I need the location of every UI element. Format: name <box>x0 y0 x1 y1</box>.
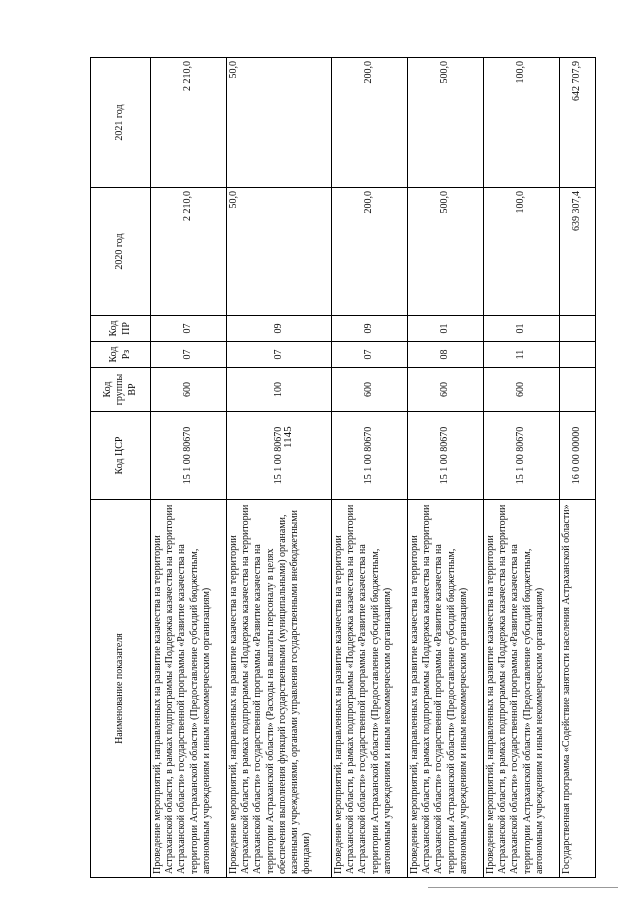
row-2021: 500,0 <box>408 58 484 188</box>
row-vr <box>560 368 596 412</box>
row-pr: 07 <box>151 316 227 342</box>
row-2020: 100,0 <box>484 188 560 316</box>
row-rz: 07 <box>151 342 227 368</box>
row-csr: 15 1 00 80670 <box>151 412 227 500</box>
row-pr <box>560 316 596 342</box>
header-rz: Код Рз <box>91 342 151 368</box>
row-pr: 09 <box>227 316 332 342</box>
header-csr: Код ЦСР <box>91 412 151 500</box>
row-csr: 16 0 00 00000 <box>560 412 596 500</box>
row-csr: 15 1 00 80670 <box>484 412 560 500</box>
table-row <box>484 58 560 878</box>
table-row <box>227 58 332 878</box>
row-2020: 50,0 <box>227 188 332 316</box>
row-name: Проведение мероприятий, направленных на развитие казачества на территории Астраханской области, в рамках подпрограммы «Поддержка казачества на территории Астраханской области» государственной программы «Развитие казачества на территории Астраханской области» (Предоставление субсидий бюджетным, автономным учреждениям и иным некоммерческим организациям) <box>151 500 227 878</box>
row-pr: 01 <box>484 316 560 342</box>
row-2020: 2 210,0 <box>151 188 227 316</box>
row-name: Проведение мероприятий, направленных на развитие казачества на территории Астраханской области, в рамках подпрограммы «Поддержка казачества на территории Астраханской области» государственной программы «Развитие казачества на территории Астраханской области» (Предоставление субсидий бюджетным, автономным учреждениям и иным некоммерческим организациям) <box>332 500 408 878</box>
row-2020: 500,0 <box>408 188 484 316</box>
row-2021: 200,0 <box>332 58 408 188</box>
row-2021: 642 707,9 <box>560 58 596 188</box>
row-csr: 15 1 00 80670 <box>332 412 408 500</box>
row-2020: 639 307,4 <box>560 188 596 316</box>
row-csr: 15 1 00 80670 <box>408 412 484 500</box>
header-pr: Код ПР <box>91 316 151 342</box>
table-header-row <box>91 58 151 878</box>
row-vr: 600 <box>484 368 560 412</box>
row-vr: 100 <box>227 368 332 412</box>
row-name: Проведение мероприятий, направленных на развитие казачества на территории Астраханской области, в рамках подпрограммы «Поддержка казачества на территории Астраханской области» государственной программы «Развитие казачества на территории Астраханской области» (Предоставление субсидий бюджетным, автономным учреждениям и иным некоммерческим организациям) <box>484 500 560 878</box>
row-vr: 600 <box>151 368 227 412</box>
row-rz <box>560 342 596 368</box>
row-name: Государственная программа «Содействие занятости населения Астраханской области» <box>560 500 596 878</box>
header-vr: Код группы ВР <box>91 368 151 412</box>
row-2021: 100,0 <box>484 58 560 188</box>
table-row <box>560 58 596 878</box>
row-name: Проведение мероприятий, направленных на развитие казачества на территории Астраханской области, в рамках подпрограммы «Поддержка казачества на территории Астраханской области» государственной программы «Развитие казачества на территории Астраханской области» (Предоставление субсидий бюджетным, автономным учреждениям и иным некоммерческим организациям) <box>408 500 484 878</box>
table-row <box>408 58 484 878</box>
row-rz: 07 <box>227 342 332 368</box>
row-pr: 01 <box>408 316 484 342</box>
row-rz: 11 <box>484 342 560 368</box>
row-2021: 2 210,0 <box>151 58 227 188</box>
footer-divider <box>428 887 618 888</box>
row-csr: 15 1 00 80670 <box>227 412 332 500</box>
row-name: Проведение мероприятий, направленных на развитие казачества на территории Астраханской области, в рамках подпрограммы «Поддержка казачества на территории Астраханской области» государственной программы «Развитие казачества на территории Астраханской области» (Расходы на выплаты персоналу в целях обеспечения выполнения функций государственными (муниципальными) органами, казенными учреждениями, органами управления государственными внебюджетными фондами) <box>227 500 332 878</box>
row-pr: 09 <box>332 316 408 342</box>
page-number: 1145 <box>282 426 294 448</box>
budget-table <box>90 57 596 878</box>
header-name: Наименование показателя <box>91 500 151 878</box>
header-2021: 2021 год <box>91 58 151 188</box>
row-2020: 200,0 <box>332 188 408 316</box>
header-2020: 2020 год <box>91 188 151 316</box>
row-vr: 600 <box>408 368 484 412</box>
row-rz: 07 <box>332 342 408 368</box>
table-row <box>332 58 408 878</box>
table-row <box>151 58 227 878</box>
row-2021: 50,0 <box>227 58 332 188</box>
row-rz: 08 <box>408 342 484 368</box>
row-vr: 600 <box>332 368 408 412</box>
rotated-table-container <box>90 58 583 878</box>
